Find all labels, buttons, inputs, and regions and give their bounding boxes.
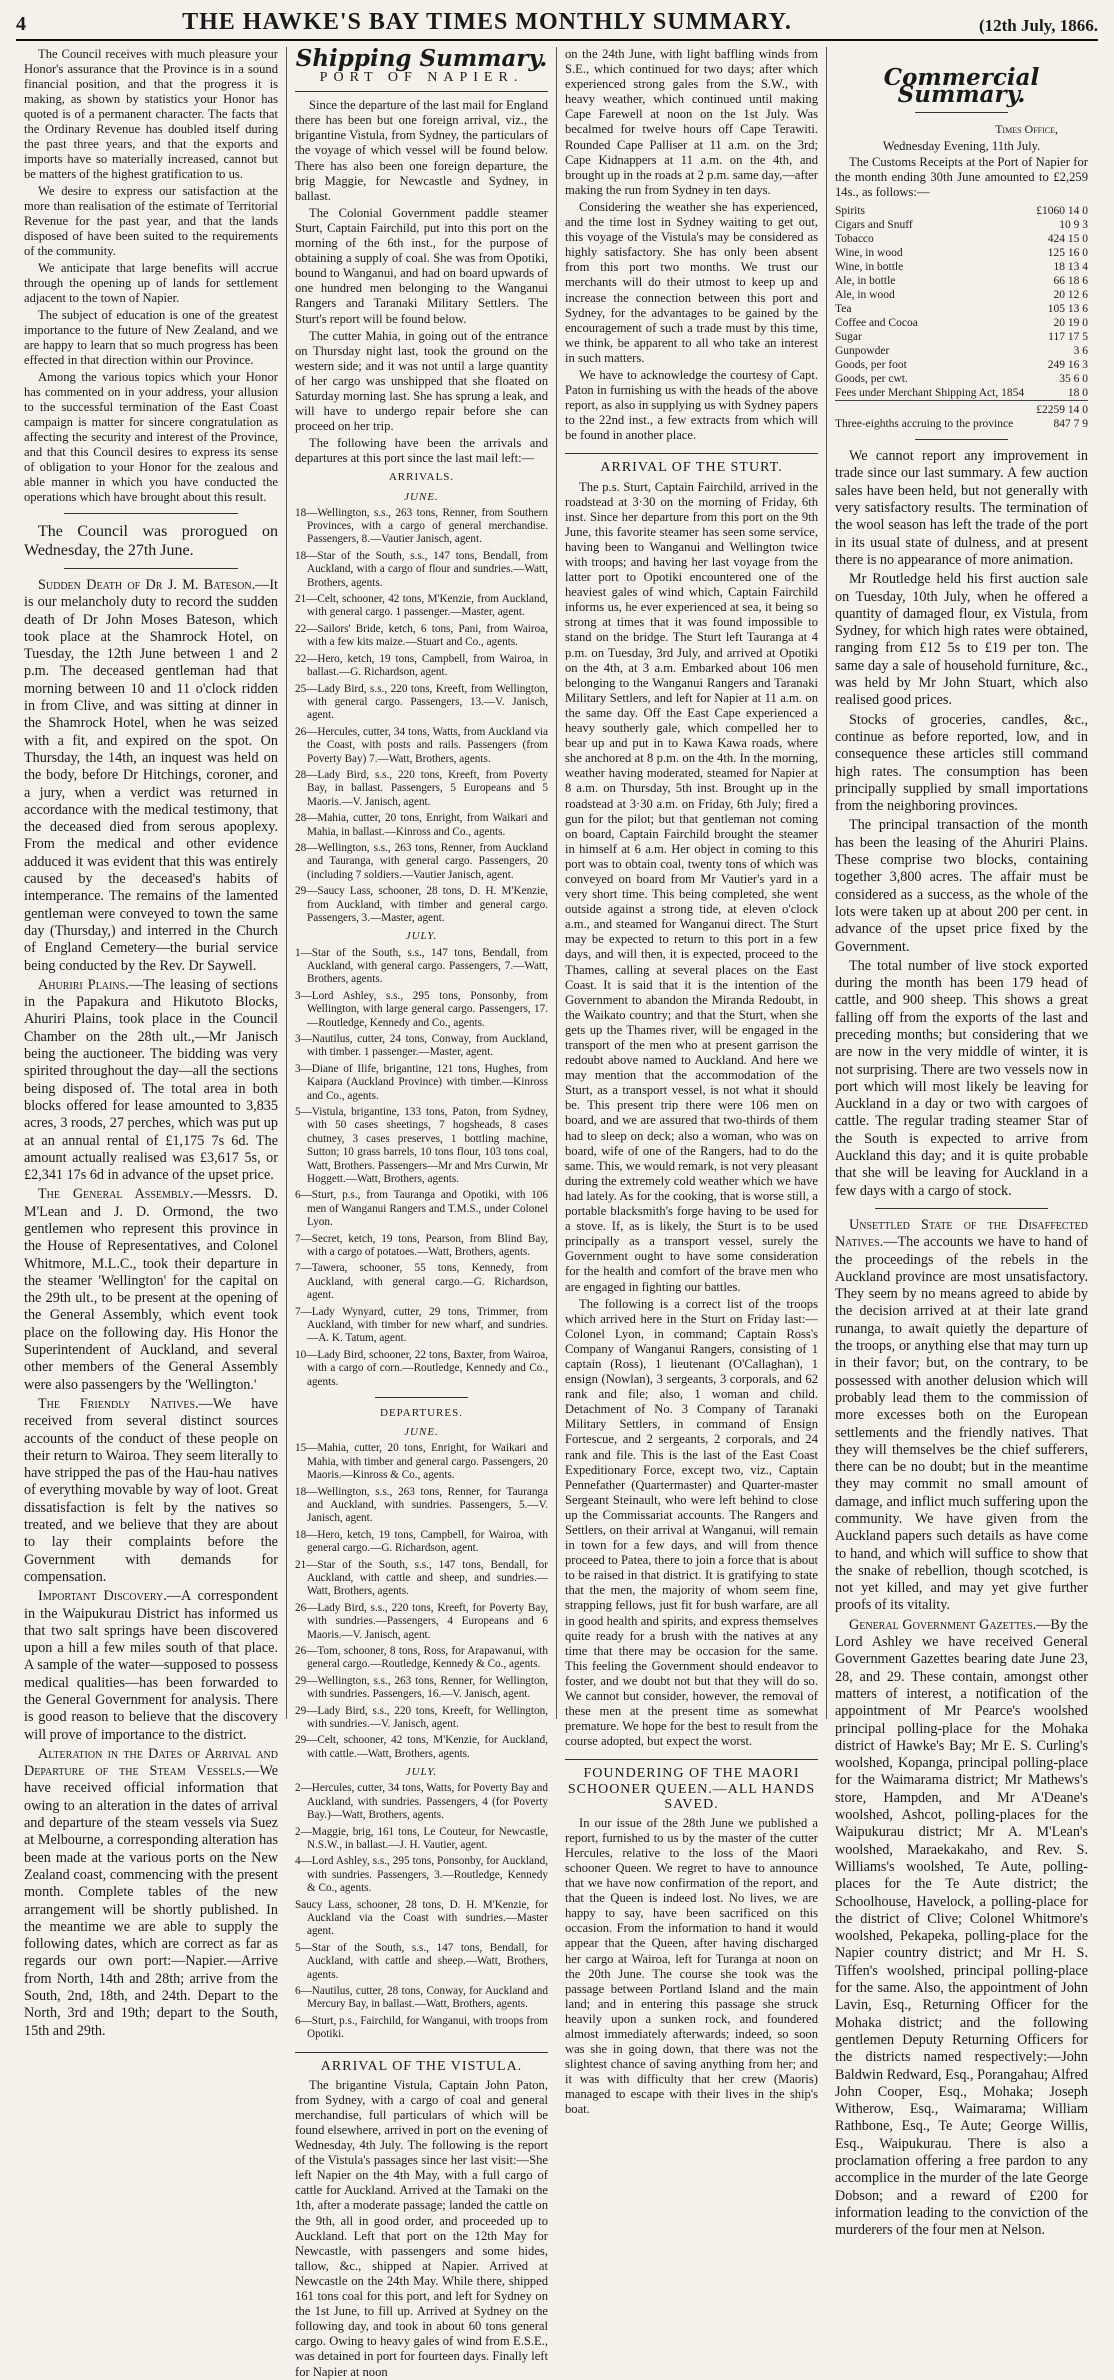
customs-amount: 20 19 0 — [1053, 317, 1088, 330]
arrivals-june-heading: JUNE. — [404, 490, 439, 503]
customs-item: Coffee and Cocoa — [835, 317, 918, 330]
sturt-body-1: The p.s. Sturt, Captain Fairchild, arrived in the roadstead at 3·30 on the morning of Friday, 6th inst. Since her departure from this port on the 9th June, this favorite steamer has seen some service, having been to Wanganui and Wellington twice with troops; and having her last voyage from the latter port to Opotiki encountered one of the heaviest gales of wind which, Captain Fairchild informs us, he ever experienced at sea, it being so strong at times that it was found impossible to stand on the bridge. The Sturt left Tauranga at 4 p.m. on Tuesday, 3rd July, and arrived at Opotiki on the 4th, at 3 a.m. Embarked about 106 men belonging to the Wanganui Rangers and Taranaki Military Settlers, and left for Napier at 11 a.m. on the same day. Off the East Cape experienced a heavy southerly gale, which compelled her to bear up and put in to Kawa Kawa roads, where she anchored at 8 p.m. on the 4th. In the morning, weather having moderated, steamed for Napier at 8 a.m. on Thursday, 5th inst. Brought up in the roadstead at 3·30 a.m. on Friday, 6th July; fired a gun for the pilot; but that gentleman not coming on board, Captain Fairchild brought the steamer in himself at 6 a.m. Her object in coming to this port was to obtain coal, twenty tons of which was conveyed on board from Mr Vautier's yard in a very short time. This being completed, she went outside against a strong tide, at eleven o'clock a.m., and steamed for Wanganui direct. The Sturt may be expected to return to this port in a few days, and will then, it is expected, proceed to the Thames, calling at several places on the East Coast. It is said that it is the intention of the Government to abandon the Miranda Redoubt, in the Waikato country; and that the Sturt, when she gets up the Thames river, will be engaged in the transport of the men who at present garrison the redoubt above named to Auckland. And here we may mention that the accommodation of the Sturt, as a transport vessel, is not what it should be. This present trip there were 106 men on board, and we are assured that two-thirds of them had to sleep on deck; also a woman, who was on board, wife of one of the Rangers, had to do the same. This, we would remark, is not very pleasant during the extremely cold weather which we have had lately. As for the cooking, that is worse still, a portable blacksmith's forge having to be used for a stove. If, as is likely, the Sturt is to be used principally as a transport vessel, surely the Government ought to have some consideration for the health and comfort of the brave men who are engaged in fighting our battles. — [565, 479, 818, 1294]
shipping-sturt: The Colonial Government paddle steamer Sturt, Captain Fairchild, put into this port on the morning of the 6th inst., for the purpose of obtaining a supply of coal. She was from Opotiki, bound to Wanganui, and had on board upwards of one hundred men belonging to the Wanganui Rangers and Taranaki Military Settlers. The Sturt's report will be found below. — [295, 205, 548, 326]
shipping-entry: 29—Wellington, s.s., 263 tons, Renner, for Wellington, with sundries. Passengers, 16.—V. Janisch, agent. — [295, 1674, 548, 1701]
gazettes-heading: General Government Gazettes. — [849, 1616, 1037, 1633]
newspaper-title: THE HAWKE'S BAY TIMES MONTHLY SUMMARY. — [182, 9, 792, 35]
columns — [16, 45, 1098, 2379]
shipping-entry: 26—Tom, schooner, 8 tons, Ross, for Arapawanui, with general cargo.—Routledge, Kennedy & Co., agents. — [295, 1644, 548, 1671]
sturt-body-2: The following is a correct list of the troops which arrived here in the Sturt on Friday last:—Colonel Lyon, in command; Captain Ross's Company of Wanganui Rangers, consisting of 1 captain (Ross), 1 lieutenant (O'Callaghan), 1 ensign (Nowlan), 3 sergeants, 3 corporals, and 62 rank and file; also, 1 woman and child. Detachment of No. 3 Company of Taranaki Military Settlers, in command of Ensign Fortescue, and 2 sergeants, 2 corporals, and 24 rank and file. This is the last of the East Coast Expeditionary Force, except two, viz., Captain Pennefather (Quartermaster) and Quarter-master Sergeant Steinault, who were left behind to close up the Commissariat accounts. The Rangers and Settlers, on their arrival at Wanganui, will remain in town for a few days, and will from thence proceed to Patea, there to join a force that is about to be raised in that district. It is gratifying to state that the men, the majority of whom seem fine, strapping fellows, just fit for bush warfare, are all in good health and spirits, and express themselves quite ready for a brush with the natives at any time that there may be occasion for the same. This feeling the Government should endeavor to foster, and we doubt not but that they will do so. We cannot but consider, however, the removal of these men at the present time as somewhat premature. We hope for the best to result from the course adopted, but expect the worst. — [565, 1296, 818, 1749]
customs-item: Wine, in wood — [835, 247, 903, 260]
shipping-entry: 15—Mahia, cutter, 20 tons, Enright, for Waikari and Mahia, with timber and general cargo. Passengers, 20 Maoris.—Kinross & Co., agents. — [295, 1442, 548, 1482]
arrivals-june-list — [295, 507, 548, 926]
ahuriri-body: —The leasing of sections in the Papakura and Hikutoto Blocks, Ahuriri Plains, took place in the Council Chamber on the 28th ult.,—Mr Janisch being the auctioneer. The bidding was very spirited throughout the day—all the sections being disposed of. The total area in both blocks offered for lease amounted to 3,835 acres, 3 roods, 27 perches, which was put up at an annual rental of £1,175 7s 6d. The amount actually realised was £3,617 5s, or £2,341 17s 6d in advance of the upset price. — [24, 976, 278, 1184]
divider — [875, 1208, 1048, 1209]
discovery-article — [24, 1588, 278, 1744]
shipping-entry: 5—Star of the South, s.s., 147 tons, Bendall, for Auckland, with cattle and sheep.—Watt, Brothers, agents. — [295, 1941, 548, 1981]
page-number: 4 — [16, 13, 26, 35]
vistula-continued: on the 24th June, with light baffling winds from S.E., which continued for two days; after which experienced strong gales from the S.W., with heavy weather, which continued until making Cape Farewell at noon on the 1st July. Was becalmed for twelve hours off Cape Terawiti. Rounded Cape Palliser at 11 a.m. on the 3rd; Cape Kidnappers at 11 a.m. on the 4th, and brought up in the roads at 2 p.m. same day,—after making the run from Sydney in ten days. — [565, 47, 818, 197]
vistula-heading: ARRIVAL OF THE VISTULA. — [295, 2052, 548, 2074]
customs-row — [835, 344, 1088, 358]
customs-item: Ale, in wood — [835, 289, 895, 302]
council-reply-p5: Among the various topics which your Honor has commented on in your address, your allusion to the successful termination of the East Coast campaign is matter for sincere congratulation as affecting the security and interest of the Province, and that this Council desires to express its sense of obligation to your Honor for the zealous and able manner in which you have conducted the operations which have brought about this result. — [24, 370, 278, 504]
shipping-entry: 3—Diane of Ilife, brigantine, 121 tons, Hughes, from Kaipara (Auckland Province) with timber.—Kinross and Co., agents. — [295, 1062, 548, 1102]
column-1 — [16, 47, 286, 2039]
customs-amount: 105 13 6 — [1047, 303, 1088, 316]
customs-row — [835, 330, 1088, 344]
customs-row — [835, 316, 1088, 330]
customs-table — [835, 204, 1088, 431]
shipping-entry: 18—Hero, ketch, 19 tons, Campbell, for Wairoa, with general cargo.—G. Richardson, agent. — [295, 1528, 548, 1555]
livestock-report: The total number of live stock exported during the month has been 179 head of cattle, and 900 sheep. This shows a great falling off from the exports of the last and preceding months; but considering that we are now in the very middle of winter, it is not surprising. There are two vessels now in port which will most likely be leaving for Auckland in a day or two with cargoes of cattle. The regular trading steamer Star of the South is expected to arrive from Auckland this day; and it is quite probable that she will be leaving for Auckland in a few days with a cargo of stock. — [835, 957, 1088, 1199]
shipping-entry: 28—Mahia, cutter, 20 tons, Enright, from Waikari and Mahia, in ballast.—Kinross and Co., agents. — [295, 812, 548, 838]
column-3 — [556, 47, 826, 2117]
shipping-entry: 29—Celt, schooner, 42 tons, M'Kenzie, for Auckland, with cattle.—Watt, Brothers, agents. — [295, 1734, 548, 1760]
shipping-entry: 7—Tawera, schooner, 55 tons, Kennedy, from Auckland, with general cargo.—G. Richardson, agent. — [295, 1262, 548, 1302]
unsettled-article — [835, 1217, 1088, 1615]
customs-row — [835, 274, 1088, 288]
queen-heading: FOUNDERING OF THE MAORI SCHOONER QUEEN.—ALL HANDS SAVED. — [565, 1759, 818, 1811]
shipping-following: The following have been the arrivals and departures at this port since the last mail left:— — [295, 436, 548, 466]
vistula-weather: Considering the weather she has experienced, and the time lost in Sydney waiting to get out, this voyage of the Vistula's may be considered as highly satisfactory. She has only been absent from this port two months. We trust our merchants will do their utmost to keep up and increase the connection between this port and Sydney, for the advantages to be gained by the encouragement of such a trade must by this time, we think, be apparent to all who take an interest in such matters. — [565, 199, 818, 365]
steam-article — [24, 1746, 278, 2040]
shipping-entry: 3—Nautilus, cutter, 24 tons, Conway, from Auckland, with timber. 1 passenger.—Master, agent. — [295, 1032, 548, 1059]
bateson-heading: Sudden Death of Dr J. M. Bateson. — [38, 577, 256, 593]
customs-item: Cigars and Snuff — [835, 219, 913, 232]
shipping-entry: 6—Sturt, p.s., Fairchild, for Wanganui, with troops from Opotiki. — [295, 2014, 548, 2041]
shipping-entry: 2—Maggie, brig, 161 tons, Le Couteur, for Newcastle, N.S.W., in ballast.—J. H. Vautier, agent. — [295, 1825, 548, 1851]
gazettes-body: —By the Lord Ashley we have received General Government Gazettes bearing date June 23, 28, and 29. These contain, amongst other matters of interest, a notification of the appointment of Mr Pearce's woolshed principal polling-place for the Mohaka district of Hawke's Bay; Mr E. S. Curling's woolshed, Kopanga, principal polling-place for the Waimarama district; Mr Mathews's store, Hampden, and Mr A'Deane's woolshed, Ashcot, polling-places for the Waipukurau district; Mr A. M'Lean's woolshed, Maraekakaho, and Rev. S. Williams's woolshed, Te Aute, polling-places for the Te Aute district; the Schoolhouse, Havelock, a polling-place for the district of Clive; Colonel Whitmore's woolshed, Pekapeka, polling-place for the Napier country district; and Mr H. S. Tiffen's woolshed, principal polling-place for the same. Also, the appointment of John Lavin, Esq., Returning Officer for the Mohaka district; and the following gentlemen Deputy Returning Officers for the districts named respectively:—John Baldwin Redward, Esq., Porangahau; Alfred John Cooper, Esq., Mohaka; Joseph Witherow, Esq., Waimarama; William Rathbone, Esq., Te Aute; George Willis, Esq., Waipukurau. There is also a proclamation offering a free pardon to any accomplice in the murder of the late George Dobson; and a reward of £200 for information leading to the conviction of the murderers of the four men at Nelson. — [835, 1616, 1088, 2239]
customs-row — [835, 302, 1088, 316]
council-reply-p3: We anticipate that large benefits will accrue through the opening up of lands for settlement adjacent to the town of Napier. — [24, 261, 278, 305]
shipping-entry: 29—Lady Bird, s.s., 220 tons, Kreeft, for Wellington, with sundries.—V. Janisch, agent. — [295, 1704, 548, 1730]
natives-body: —We have received from several distinct sources accounts of the conduct of these people on their return to Wairoa. They seem literally to have stripped the pas of the Hau-hau natives of everything movable by way of loot. Great dissatisfaction is felt by the natives so treated, and we believe that they are about to lay their complaints before the Government with demands for compensation. — [24, 1395, 278, 1585]
shipping-entry: 3—Lord Ashley, s.s., 295 tons, Ponsonby, from Wellington, with large general cargo. Passengers, 17.—Routledge, Kennedy and Co., agents. — [295, 989, 548, 1029]
natives-article — [24, 1396, 278, 1586]
bateson-article — [24, 577, 278, 975]
three-eighths-amount: 847 7 9 — [1053, 418, 1088, 431]
bateson-body: —It is our melancholy duty to record the sudden death of Dr John Moses Bateson, which took place at the Shamrock Hotel, on Tuesday, the 12th June between 1 and 2 p.m. The deceased gentleman had that morning between 10 and 11 o'clock ridden in from Clive, and was sitting at dinner in the Shamrock Hotel, when he was seized with a fit, and expired on the spot. On Thursday, the 14th, an inquest was held on the body, before Dr Hitchings, coroner, and a jury, when a verdict was returned in accordance with the medical testimony, that the deceased died from serous apoplexy. From the medical and other evidence adduced it was evident that this was entirely caused by the deceased's habits of intemperance. The remains of the lamented gentleman were conveyed to town the same day (Thursday,) and interred in the Church of England Cemetery—the burial service being conducted by the Rev. Dr Saywell. — [24, 577, 278, 974]
divider — [915, 112, 1008, 113]
arrivals-heading: ARRIVALS. — [388, 471, 455, 484]
customs-item: Fees under Merchant Shipping Act, 1854 — [835, 387, 1025, 400]
customs-item: Ale, in bottle — [835, 275, 896, 288]
unsettled-body: —The accounts we have to hand of the proceedings of the rebels in the Auckland province are most unsatisfactory. They seem by no means agreed to abide by the decision arrived at at their late grand runanga, to await quietly the departure of the troops, or anything else that may turn up in their favor; but, on the contrary, to be possessed with another delusion which will probably lead them to the commission of more excesses both on the European settlements and the friendly natives. That they will themselves be the chief sufferers, there can be no doubt; but in the meantime they may commit no small amount of damage, and inflict much suffering upon the community. We have given from the Auckland papers such details as have come to hand, and which will suffice to show that the snake of rebellion, though scotched, is not yet killed, and may yet give further proofs of its vitality. — [835, 1234, 1088, 1614]
shipping-entry: 28—Wellington, s.s., 263 tons, Renner, from Auckland and Tauranga, with general cargo. Passengers, 20 (including 7 soldiers.—Vautier Janisch, agent. — [295, 841, 548, 881]
vistula-body: The brigantine Vistula, Captain John Paton, from Sydney, with a cargo of coal and general merchandise, full particulars of which will be found elsewhere, arrived in port on the evening of Wednesday, 4th July. The following is the report of the Vistula's passages since her last visit:—She left Napier on the 4th May, with a full cargo of cattle for Auckland. Arrived at the Tamaki on the 1th, after a moderate passage; landed the cattle on the 9th, all in good order, and proceeded up to Auckland. Left that port on the 12th May for Newcastle, with passengers and some hides, tallow, &c., shipped at Napier. Arrived at Newcastle on the 24th May. While there, shipped 161 tons coal for this port, and left for Sydney on the 1st June, to fill up. Arrived at Sydney on the following day, and took in about 60 tons general cargo. Owing to heavy gales of wind from E.S.E., was detained in port for fourteen days. Finally left for Napier at noon — [295, 2077, 548, 2379]
port-heading: PORT OF NAPIER. — [295, 70, 548, 92]
customs-item: Tobacco — [835, 233, 874, 246]
vistula-ack: We have to acknowledge the courtesy of Capt. Paton in furnishing us with the heads of the above report, as also in supplying us with Sydney papers to the 22nd inst., a few extracts from which will be found in another place. — [565, 367, 818, 443]
council-reply-p2: We desire to express our satisfaction at the more than realisation of the estimate of Territorial Revenue for the past year, and that the lands disposed of have been suited to the requirements of the community. — [24, 184, 278, 258]
shipping-entry: 28—Lady Bird, s.s., 220 tons, Kreeft, from Poverty Bay, in ballast. Passengers, 5 Europeans and 5 Maoris.—V. Janisch, agent. — [295, 768, 548, 808]
departures-june-list — [295, 1442, 548, 1761]
natives-heading: The Friendly Natives. — [38, 1395, 199, 1412]
gazettes-article — [835, 1617, 1088, 2240]
trade-report: We cannot report any improvement in trade since our last summary. A few auction sales have been held, but not generally with very satisfactory results. The termination of the wool season has left the trade of the port in its usual state of dulness, and at present there is no appearance of more animation. — [835, 448, 1088, 568]
routledge-sale: Mr Routledge held his first auction sale on Tuesday, 10th July, when he offered a quantity of damaged flour, ex Vistula, from Sydney, for which high rates were obtained, ranging from £12 5s to £19 per ton. The same day a sale of household furniture, &c., was held by Mr John Stuart, which also realised good prices. — [835, 571, 1088, 709]
divider — [64, 568, 238, 569]
customs-amount: 117 17 5 — [1048, 331, 1088, 344]
customs-row — [835, 246, 1088, 260]
shipping-intro: Since the departure of the last mail for England there has been but one foreign arrival, viz., the brigantine Vistula, from Sydney, the particulars of the voyage of which vessel will be found below. There has also been one foreign departure, the brig Maggie, for Newcastle and Sydney, in ballast. — [295, 98, 548, 203]
shipping-mahia: The cutter Mahia, in going out of the entrance on Thursday night last, took the ground on the western side; and it was not until a large quantity of her cargo was unshipped that she floated on Saturday morning last. She has sprung a leak, and will have to undergo repair before she can proceed on her trip. — [295, 328, 548, 434]
shipping-entry: 21—Star of the South, s.s., 147 tons, Bendall, for Auckland, with cattle and sheep, and sundries.—Watt, Brothers, agents. — [295, 1558, 548, 1598]
customs-row — [835, 204, 1088, 218]
customs-row — [835, 372, 1088, 386]
arrivals-july-heading: JULY. — [405, 930, 438, 943]
shipping-entry: 18—Wellington, s.s., 263 tons, Renner, for Tauranga and Auckland, with sundries. Passengers, 5.—V. Janisch, agent. — [295, 1485, 548, 1525]
queen-body: In our issue of the 28th June we published a report, furnished to us by the master of the cutter Hercules, relative to the loss of the Maori schooner Queen. We regret to have to announce that we have now confirmation of the report, and that the Queen is indeed lost. No lives, we are happy to say, have been sacrificed on this occasion. From the information to hand it would appear that the Queen, after having discharged her cargo at Wairoa, left for Turanga at noon on the 20th June. The course she took was the passage between Portland Island and the main land; and in entering this passage she struck heavily upon a sunken rock, and foundered almost immediately afterwards; indeed, so soon was she in going down, that there was not the slightest chance of saving anything from her; and it was with difficulty that her crew (Maoris) managed to escape with their lives in the ship's boat. — [565, 1815, 818, 2117]
shipping-entry: 26—Lady Bird, s.s., 220 tons, Kreeft, for Poverty Bay, with sundries.—Passengers, 4 Europeans and 6 Maoris.—V. Janisch, agent. — [295, 1601, 548, 1641]
shipping-entry: 10—Lady Bird, schooner, 22 tons, Baxter, from Wairoa, with a cargo of corn.—Routledge, Kennedy and Co., agents. — [295, 1348, 548, 1388]
departures-heading: DEPARTURES. — [380, 1407, 463, 1420]
ahuriri-article — [24, 977, 278, 1185]
departures-july-heading: JULY. — [405, 1766, 438, 1779]
customs-total-row — [835, 401, 1088, 418]
divider — [64, 513, 238, 514]
shipping-entry: 26—Hercules, cutter, 34 tons, Watts, from Auckland via the Coast, with posts and rails. Passengers (from Poverty Bay) 7.—Watt, Brothers, agents. — [295, 725, 548, 765]
customs-item: Wine, in bottle — [835, 261, 904, 274]
customs-row — [835, 232, 1088, 246]
steam-body: —We have received official information that owing to an alteration in the dates of arrival and departure of the steam vessels via Suez at Melbourne, a corresponding alteration has been made at the various ports on the New Zealand coast, commencing with the present month. Complete tables of the new arrangement will be shortly published. In the meantime we are able to supply the following dates, which are correct as far as regards our own port:—Napier.—Arrive from North, 14th and 28th; arrive from the South, 2nd, 18th, and 24th. Depart to the North, 3rd and 19th; depart to the South, 15th and 29th. — [24, 1763, 278, 2039]
shipping-entry: 22—Hero, ketch, 19 tons, Campbell, from Wairoa, in ballast.—G. Richardson, agent. — [295, 652, 548, 679]
assembly-body: —Messrs. D. M'Lean and J. D. Ormond, the two gentlemen who represent this province in the House of Representatives, and Colonel Whitmore, M.L.C., took their departure in the steamer 'Wellington' for the capital on the 29th ult., to be present at the opening of the General Assembly, which event took place on the following day. His Honor the Superintendent of Auckland, and several other members of the General Assembly were also passengers by the 'Wellington.' — [24, 1186, 278, 1393]
discovery-body: —A correspondent in the Waipukurau District has informed us that two salt springs have been discovered upon a hill a few miles south of that place. A sample of the water—supposed to possess medical qualities—has been forwarded to the General Government for analysis. There is good reason to believe that the discovery will prove of importance to the district. — [24, 1588, 278, 1743]
three-eighths-row — [835, 417, 1088, 431]
ahuriri-heading: Ahuriri Plains. — [38, 976, 129, 993]
shipping-entry: 6—Sturt, p.s., from Tauranga and Opotiki, with 106 men of Wanganui Rangers and T.M.S., under Colonel Lyon. — [295, 1189, 548, 1229]
three-eighths-label: Three-eighths accruing to the province — [835, 418, 1014, 431]
shipping-entry: 21—Celt, schooner, 42 tons, M'Kenzie, from Auckland, with general cargo. 1 passenger.—Master, agent. — [295, 593, 548, 619]
unsettled-heading: Unsettled State of the Disaffected Natives. — [835, 1216, 1088, 1251]
discovery-heading: Important Discovery. — [38, 1588, 167, 1605]
stocks-report: Stocks of groceries, candles, &c., continue as before reported, low, and in consequence these articles still command high rates. The consumption has been principally supplied by small importations from the neighboring provinces. — [835, 711, 1088, 815]
customs-amount: 35 6 0 — [1059, 373, 1088, 386]
shipping-entry: 25—Lady Bird, s.s., 220 tons, Kreeft, from Wellington, with general cargo. Passengers, 13.—V. Janisch, agent. — [295, 682, 548, 722]
assembly-article — [24, 1186, 278, 1394]
customs-total: £2259 14 0 — [1034, 401, 1088, 418]
shipping-entry: 7—Lady Wynyard, cutter, 29 tons, Trimmer, from Auckland, with timber for new wharf, and sundries.—A. K. Tatum, agent. — [295, 1305, 548, 1345]
issue-date: (12th July, 1866. — [978, 16, 1098, 35]
customs-amount: 66 18 6 — [1053, 275, 1088, 288]
customs-row — [835, 260, 1088, 274]
council-reply-p1: The Council receives with much pleasure your Honor's assurance that the Province is in a sound financial position, and that the progress it is making, as shown by statistics your Honor has quoted is of a permanent character. The facts that the Ordinary Revenue has doubled itself during the past three years, and that the exports and imports have so materially increased, cannot but be matters of the highest gratification to us. — [24, 47, 278, 181]
customs-amount: 20 12 6 — [1053, 289, 1088, 302]
customs-intro: The Customs Receipts at the Port of Napier for the month ending 30th June amounted to £2,259 14s., as follows:— — [835, 155, 1088, 200]
shipping-entry: 2—Hercules, cutter, 34 tons, Watts, for Poverty Bay and Auckland, with sundries. Passengers, 4 (for Poverty Bay.)—Watt, Brothers, agents. — [295, 1782, 548, 1822]
customs-amount: 18 13 4 — [1053, 261, 1088, 274]
customs-item: Sugar — [835, 331, 862, 344]
customs-item: Goods, per foot — [835, 359, 907, 372]
shipping-entry: 7—Secret, ketch, 19 tons, Pearson, from Blind Bay, with a cargo of potatoes.—Watt, Brothers, agents. — [295, 1232, 548, 1259]
office-line: Times Office, — [995, 121, 1058, 136]
shipping-entry: 1—Star of the South, s.s., 147 tons, Bendall, from Auckland, with general cargo. Passengers, 7.—Watt, Brothers, agents. — [295, 946, 548, 986]
departures-june-heading: JUNE. — [404, 1426, 439, 1439]
customs-row — [835, 218, 1088, 232]
customs-amount: 249 16 3 — [1047, 359, 1088, 372]
customs-item: Goods, per cwt. — [835, 373, 908, 386]
shipping-entry: Saucy Lass, schooner, 28 tons, D. H. M'Kenzie, for Auckland via the Coast with sundries.—Master agent. — [295, 1898, 548, 1938]
customs-item: Tea — [835, 303, 852, 316]
customs-item: Gunpowder — [835, 345, 890, 358]
steam-heading: Alteration in the Dates of Arrival and Departure of the Steam Vessels. — [24, 1745, 278, 1780]
shipping-entry: 29—Saucy Lass, schooner, 28 tons, D. H. M'Kenzie, from Auckland, with timber and general cargo. Passengers, 3.—Master, agent. — [295, 885, 548, 924]
assembly-heading: The General Assembly. — [38, 1186, 194, 1203]
council-reply-p4: The subject of education is one of the greatest importance to the future of New Zealand, and we are happy to learn that so much progress has been effected in that direction within our Province. — [24, 308, 278, 367]
customs-amount: 10 9 3 — [1059, 219, 1088, 232]
customs-amount: £1060 14 0 — [1036, 205, 1088, 218]
shipping-summary-title: Shipping Summary. — [295, 45, 548, 72]
leasing-report: The principal transaction of the month has been the leasing of the Ahuriri Plains. These comprise two blocks, containing together 3,800 acres. The affair must be considered as a success, as the whole of the lots were taken up at about 200 per cent. in advance of the upset price fixed by the Government. — [835, 817, 1088, 955]
arrivals-july-list — [295, 947, 548, 1390]
customs-row — [835, 386, 1088, 401]
customs-amount: 3 6 — [1073, 345, 1088, 358]
shipping-entry: 4—Lord Ashley, s.s., 295 tons, Ponsonby, for Auckland, with sundries. Passengers, 3.—Routledge, Kennedy & Co., agents. — [295, 1855, 548, 1895]
sturt-heading: ARRIVAL OF THE STURT. — [565, 453, 818, 475]
customs-amount: 18 0 — [1067, 387, 1088, 400]
customs-row — [835, 358, 1088, 372]
customs-amount: 424 15 0 — [1047, 233, 1088, 246]
commercial-summary-title: Commercial Summary. — [883, 64, 1040, 109]
divider — [915, 439, 1008, 440]
prorogued-notice: The Council was prorogued on Wednesday, the 27th June. — [24, 523, 278, 559]
column-4 — [826, 47, 1096, 2239]
shipping-entry: 6—Nautilus, cutter, 28 tons, Conway, for Auckland and Mercury Bay, in ballast.—Watt, Brothers, agents. — [295, 1985, 548, 2011]
shipping-entry: 22—Sailors' Bride, ketch, 6 tons, Pani, from Wairoa, with a few kits maize.—Stuart and Co., agents. — [295, 622, 548, 649]
departures-july-list — [295, 1782, 548, 2041]
masthead — [16, 6, 1098, 41]
shipping-entry: 5—Vistula, brigantine, 133 tons, Paton, from Sydney, with 50 cases sheetings, 7 hogsheads, 8 cases chutney, 3 cases preserves, 1 bottling machine, Sutton; 10 grass barrels, 10 tons flour, 103 tons coal, Watt, Brothers. Passengers—Mr and Mrs Curwin, Mr Hoggett.—Watt, Brothers, agents. — [295, 1105, 548, 1185]
customs-item: Spirits — [835, 205, 866, 218]
customs-row — [835, 288, 1088, 302]
shipping-entry: 18—Star of the South, s.s., 147 tons, Bendall, from Auckland, with a cargo of flour and sundries.—Watt, Brothers, agents. — [295, 549, 548, 589]
office-date: Wednesday Evening, 11th July. — [882, 138, 1041, 153]
shipping-entry: 18—Wellington, s.s., 263 tons, Renner, from Southern Provinces, with a cargo of general merchandise. Passengers, 8.—Vautier Janisch, agent. — [295, 506, 548, 546]
customs-amount: 125 16 0 — [1047, 247, 1088, 260]
divider — [375, 1397, 468, 1398]
column-2 — [286, 45, 556, 2379]
